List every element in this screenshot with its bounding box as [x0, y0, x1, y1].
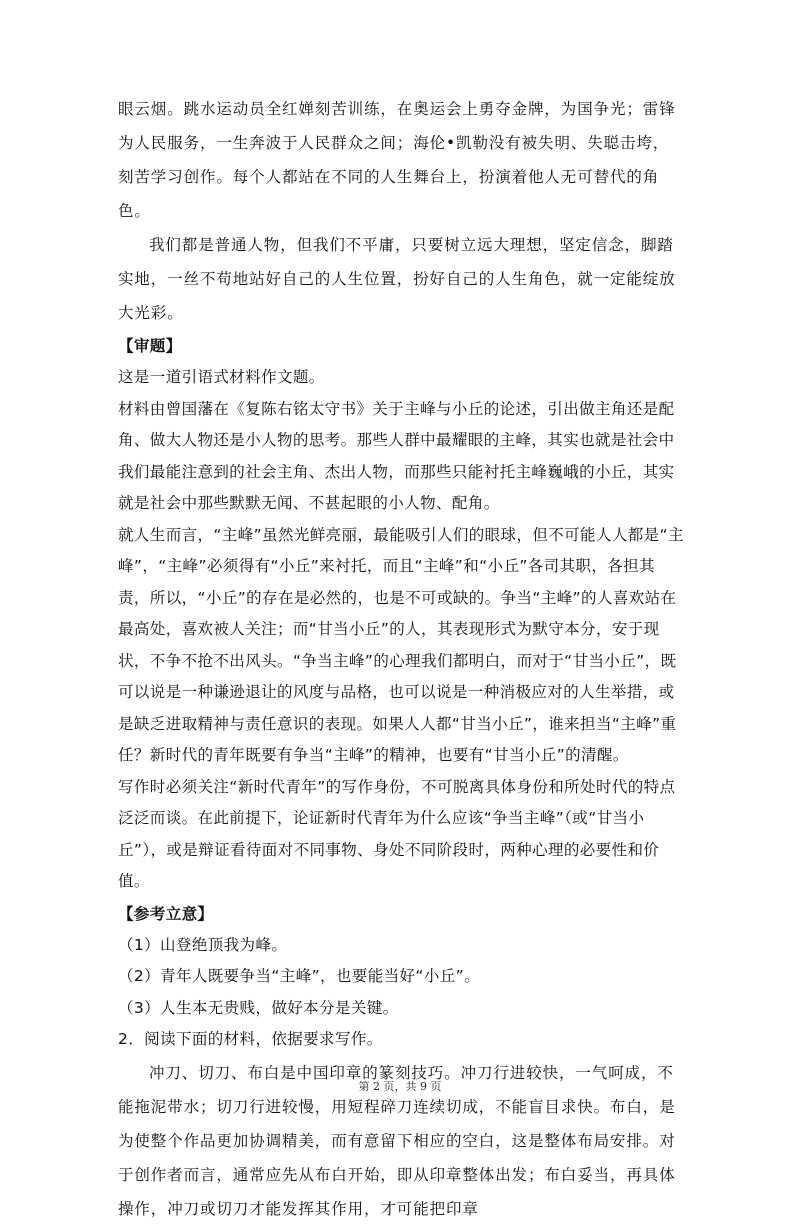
lishi-item-1: （1）山登绝顶我为峰。	[118, 935, 288, 954]
lishi-heading: 【参考立意】	[118, 904, 214, 923]
essay-paragraph-1: 眼云烟。跳水运动员全红婵刻苦训练，在奥运会上勇夺金牌，为国争光；雷锋为人民服务，一生奔波于人民群众之间；海伦•凯勒没有被失明、失聪击垮，刻苦学习创作。每个人都站在不同的人生舞台上，扮演着他人无可替代的角色。	[118, 100, 676, 220]
question-2-prompt: 2．阅读下面的材料，依据要求写作。	[118, 1030, 383, 1048]
essay-paragraph-2: 我们都是普通人物，但我们不平庸，只要树立远大理想，坚定信念，脚踏实地，一丝不苟地站好自己的人生位置，扮好自己的人生角色，就一定能绽放大光彩。	[118, 236, 676, 322]
shenti-paragraph-2: 材料由曾国藩在《复陈右铭太守书》关于主峰与小丘的论述，引出做主角还是配角、做大人物还是小人物的思考。那些人群中最耀眼的主峰，其实也就是社会中我们最能注意到的社会主角、杰出人物，而那些只能衬托主峰巍峨的小丘，其实就是社会中那些默默无闻、不甚起眼的小人物、配角。	[118, 399, 675, 512]
lishi-item-2: （2）青年人既要争当“主峰”，也要能当好“小丘”。	[118, 967, 480, 985]
question-2-material: 冲刀、切刀、布白是中国印章的篆刻技巧。冲刀行进较快，一气呵成，不能拖泥带水；切刀行进较慢，用短程碎刀连续切成，不能盲目求快。布白，是为使整个作品更加协调精美，而有意留下相应的空白，这是整体布局安排。对于创作者而言，通常应先从布白开始，即从印章整体出发；布白妥当，再具体操作，冲刀或切刀才能发挥其作用，才可能把印章	[118, 1063, 676, 1218]
shenti-paragraph-1: 这是一道引语式材料作文题。	[118, 368, 325, 386]
shenti-heading: 【审题】	[118, 337, 182, 355]
shenti-paragraph-4: 写作时必须关注“新时代青年”的写作身份，不可脱离具体身份和所处时代的特点泛泛而谈。在此前提下，论证新时代青年为什么应该“争当主峰”（或“甘当小丘”），或是辩证看待面对不同事物、身处不同阶段时，两种心理的必要性和价值。	[118, 777, 676, 890]
lishi-item-3: （3）人生本无贵贱，做好本分是关键。	[118, 998, 399, 1017]
page-footer: 第 2 页，共 9 页	[358, 1080, 442, 1093]
shenti-paragraph-3: 就人生而言，“主峰”虽然光鲜亮丽，最能吸引人们的眼球，但不可能人人都是“主峰”，“主峰”必须得有“小丘”来衬托，而且“主峰”和“小丘”各司其职，各担其责，所以，“小丘”的存在是必然的，也是不可或缺的。争当“主峰”的人喜欢站在最高处，喜欢被人关注；而“甘当小丘”的人，其表现形式为默守本分，安于现状，不争不抢不出风头。“争当主峰”的心理我们都明白，而对于“甘当小丘”，既可以说是一种谦逊退让的风度与品格，也可以说是一种消极应对的人生举措，或是缺乏进取精神与责任意识的表现。如果人人都“甘当小丘”，谁来担当“主峰”重任？新时代的青年既要有争当“主峰”的精神，也要有“甘当小丘”的清醒。	[118, 525, 684, 764]
page-content	[118, 92, 684, 1226]
